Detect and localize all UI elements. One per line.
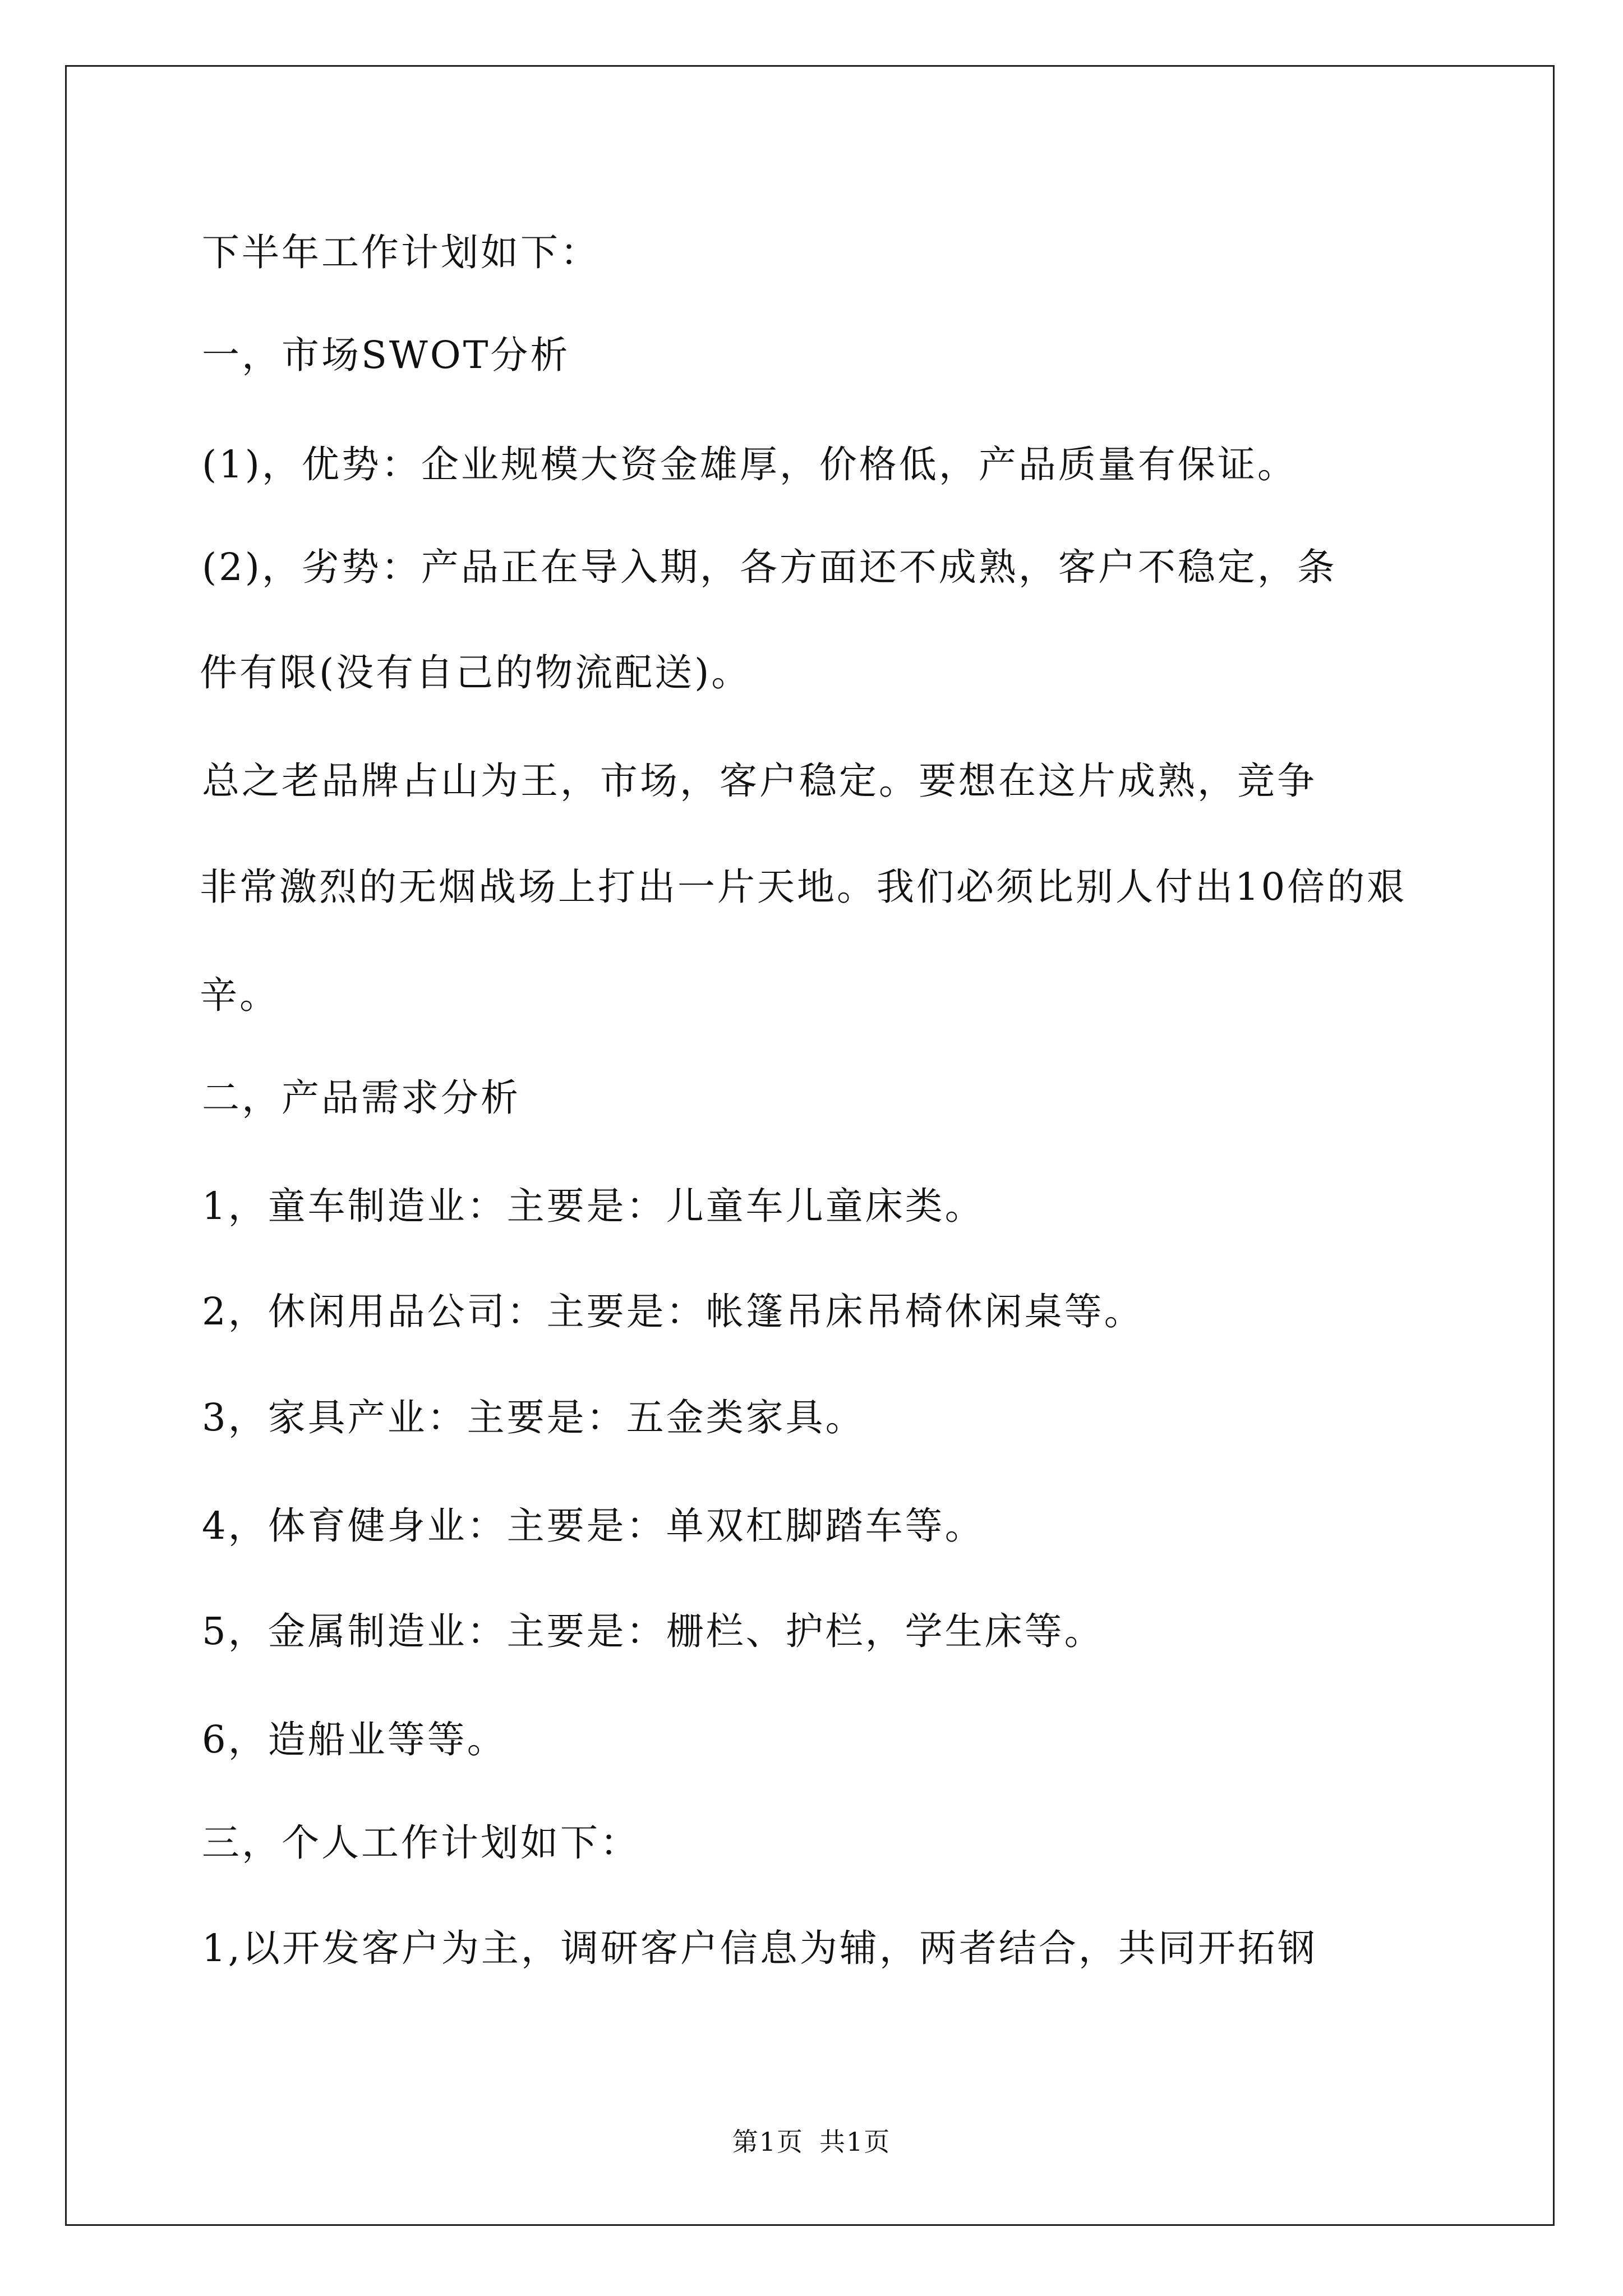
paragraph-summary-cont: 非常激烈的无烟战场上打出一片天地。我们必须比别人付出10倍的艰 (200, 865, 1407, 909)
paragraph-intro: 下半年工作计划如下： (202, 231, 600, 274)
list-item-2: 2，休闲用品公司：主要是：帐篷吊床吊椅休闲桌等。 (202, 1290, 1144, 1333)
heading-swot: 一，市场SWOT分析 (202, 333, 570, 377)
page-footer (0, 2126, 1623, 2157)
heading-demand: 二，产品需求分析 (202, 1076, 520, 1120)
paragraph-strengths: (1)，优势：企业规模大资金雄厚，价格低，产品质量有保证。 (202, 443, 1297, 486)
heading-plan: 三，个人工作计划如下： (202, 1821, 640, 1865)
paragraph-weaknesses-cont: 件有限(没有自己的物流配送)。 (200, 651, 751, 694)
page-number: 第1页 (732, 2127, 804, 2157)
page-border (65, 65, 1555, 2226)
paragraph-summary-end: 辛。 (200, 973, 279, 1017)
paragraph-summary: 总之老品牌占山为王，市场，客户稳定。要想在这片成熟，竞争 (202, 759, 1317, 803)
page-total: 共1页 (819, 2127, 891, 2157)
paragraph-weaknesses: (2)，劣势：产品正在导入期，各方面还不成熟，客户不稳定，条 (202, 545, 1337, 589)
list-item-4: 4，体育健身业：主要是：单双杠脚踏车等。 (202, 1504, 985, 1548)
plan-item-1: 1,以开发客户为主，调研客户信息为辅，两者结合，共同开拓钢 (202, 1926, 1317, 1970)
list-item-1: 1，童车制造业：主要是：儿童车儿童床类。 (202, 1184, 985, 1228)
list-item-6: 6，造船业等等。 (202, 1718, 507, 1761)
list-item-3: 3，家具产业：主要是：五金类家具。 (202, 1396, 865, 1439)
list-item-5: 5，金属制造业：主要是：栅栏、护栏，学生床等。 (202, 1609, 1104, 1653)
